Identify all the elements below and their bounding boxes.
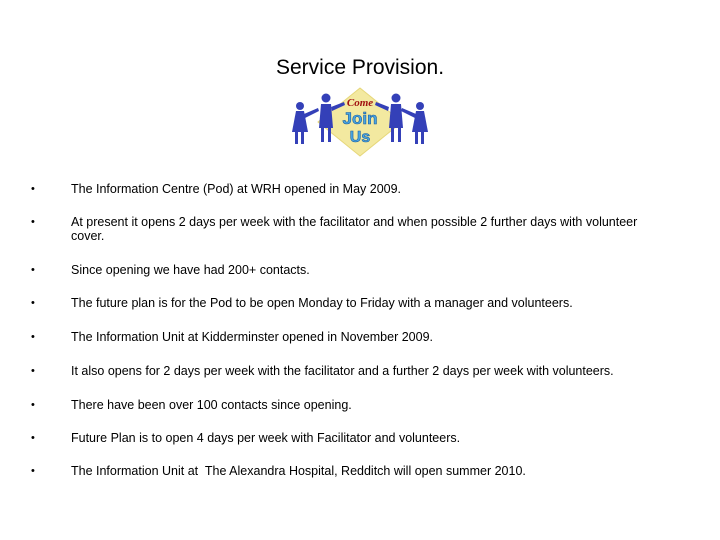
bullet-text: The future plan is for the Pod to be open Monday to Friday with a manager and volunteers. [71, 296, 573, 310]
bullet-text: The Information Centre (Pod) at WRH opened in May 2009. [71, 182, 402, 196]
bullet-text: Future Plan is to open 4 days per week with Facilitator and volunteers. [71, 431, 461, 445]
bullet-text: Since opening we have had 200+ contacts. [71, 263, 310, 277]
bullet-icon: • [31, 399, 35, 411]
bullet-icon: • [31, 365, 35, 377]
bullet-icon: • [31, 183, 35, 195]
logo-text-us: Us [349, 129, 371, 146]
bullet-text: At present it opens 2 days per week with the facilitator and when possible 2 further days with volunteer cover. [71, 215, 638, 243]
bullet-icon: • [31, 216, 35, 228]
bullet-text: The Information Unit at The Alexandra Hospital, Redditch will open summer 2010. [71, 464, 526, 478]
logo-text-come: Come [346, 97, 374, 109]
bullet-text: The Information Unit at Kidderminster opened in November 2009. [71, 330, 433, 344]
bullet-text: It also opens for 2 days per week with the facilitator and a further 2 days per week with volunteers. [71, 364, 614, 378]
bullet-icon: • [31, 331, 35, 343]
bullet-icon: • [31, 432, 35, 444]
bullet-icon: • [31, 264, 35, 276]
bullet-text: There have been over 100 contacts since opening. [71, 398, 352, 412]
logo-text-join: Join [342, 109, 378, 128]
bullet-icon: • [31, 465, 35, 477]
slide-title: Service Provision. [275, 56, 445, 79]
bullet-icon: • [31, 297, 35, 309]
